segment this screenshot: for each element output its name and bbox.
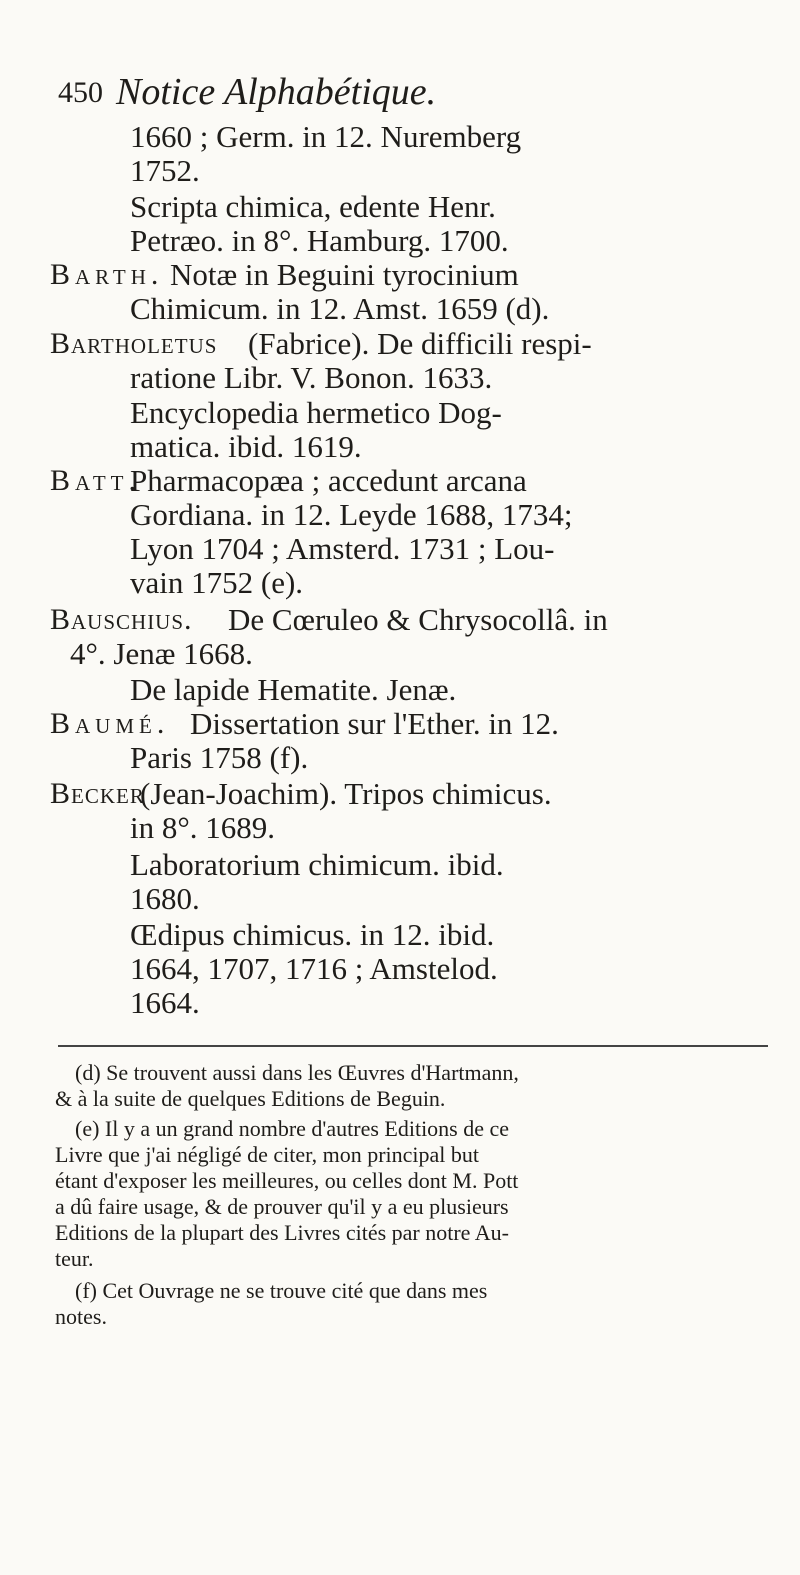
entry-line: Gordiana. in 12. Leyde 1688, 1734; bbox=[130, 497, 573, 532]
entry-line: Laboratorium chimicum. ibid. bbox=[130, 847, 504, 882]
author-name: Becker bbox=[50, 777, 145, 810]
footnote-line: (d) Se trouvent aussi dans les Œuvres d'Hartmann, bbox=[75, 1060, 519, 1085]
entry-line: matica. ibid. 1619. bbox=[130, 429, 362, 464]
author-name: Bauschius. bbox=[50, 603, 193, 636]
entry-line: (Fabrice). De difficili respi- bbox=[248, 326, 592, 361]
entry-line: in 8°. 1689. bbox=[130, 810, 276, 845]
entry-line: Dissertation sur l'Ether. in 12. bbox=[190, 706, 559, 741]
entry-line: 1680. bbox=[130, 881, 200, 916]
entry-line: De lapide Hematite. Jenæ. bbox=[130, 672, 457, 707]
footnote-line: (e) Il y a un grand nombre d'autres Editions de ce bbox=[75, 1116, 510, 1141]
footnote-line: Editions de la plupart des Livres cités par notre Au- bbox=[55, 1220, 509, 1245]
entry-line: De Cœruleo & Chrysocollâ. in bbox=[228, 602, 608, 637]
running-title: Notice Alphabétique. bbox=[116, 71, 437, 113]
entry-line: Pharmacopæa ; accedunt arcana bbox=[130, 463, 527, 498]
entry-line: Notæ in Beguini tyrocinium bbox=[170, 257, 519, 292]
footnote-line: notes. bbox=[55, 1304, 107, 1329]
footnote-line: (f) Cet Ouvrage ne se trouve cité que dans mes bbox=[75, 1278, 488, 1303]
entry-line: Œdipus chimicus. in 12. ibid. bbox=[130, 917, 495, 952]
entry-line: Lyon 1704 ; Amsterd. 1731 ; Lou- bbox=[130, 531, 555, 566]
entry-line: Chimicum. in 12. Amst. 1659 (d). bbox=[130, 291, 550, 326]
entry-line: Encyclopedia hermetico Dog- bbox=[130, 395, 502, 430]
footnote-line: a dû faire usage, & de prouver qu'il y a eu plusieurs bbox=[55, 1194, 509, 1219]
entry-line: Paris 1758 (f). bbox=[130, 740, 309, 775]
footnote-line: étant d'exposer les meilleures, ou celles dont M. Pott bbox=[55, 1168, 519, 1193]
author-name: Bartholetus bbox=[50, 327, 218, 360]
entry-line: 1664, 1707, 1716 ; Amstelod. bbox=[130, 951, 498, 986]
footnote-divider bbox=[58, 1045, 768, 1047]
entry-line: vain 1752 (e). bbox=[130, 565, 304, 600]
page-number: 450 bbox=[58, 76, 103, 109]
footnote-line: & à la suite de quelques Editions de Beguin. bbox=[55, 1086, 446, 1111]
entry-line: 4°. Jenæ 1668. bbox=[70, 636, 253, 671]
author-name: Baumé. bbox=[50, 707, 170, 740]
author-name: Batt. bbox=[50, 464, 142, 497]
author-name: Barth. bbox=[50, 258, 164, 291]
entry-line: 1660 ; Germ. in 12. Nuremberg bbox=[130, 119, 522, 154]
entry-line: ratione Libr. V. Bonon. 1633. bbox=[130, 360, 493, 395]
entry-line: Scripta chimica, edente Henr. bbox=[130, 189, 496, 224]
footnote-line: Livre que j'ai négligé de citer, mon principal but bbox=[55, 1142, 479, 1167]
entry-line: (Jean-Joachim). Tripos chimicus. bbox=[140, 776, 552, 811]
entry-line: 1752. bbox=[130, 153, 200, 188]
footnote-line: teur. bbox=[55, 1246, 94, 1271]
entry-line: 1664. bbox=[130, 985, 200, 1020]
entry-line: Petræo. in 8°. Hamburg. 1700. bbox=[130, 223, 509, 258]
